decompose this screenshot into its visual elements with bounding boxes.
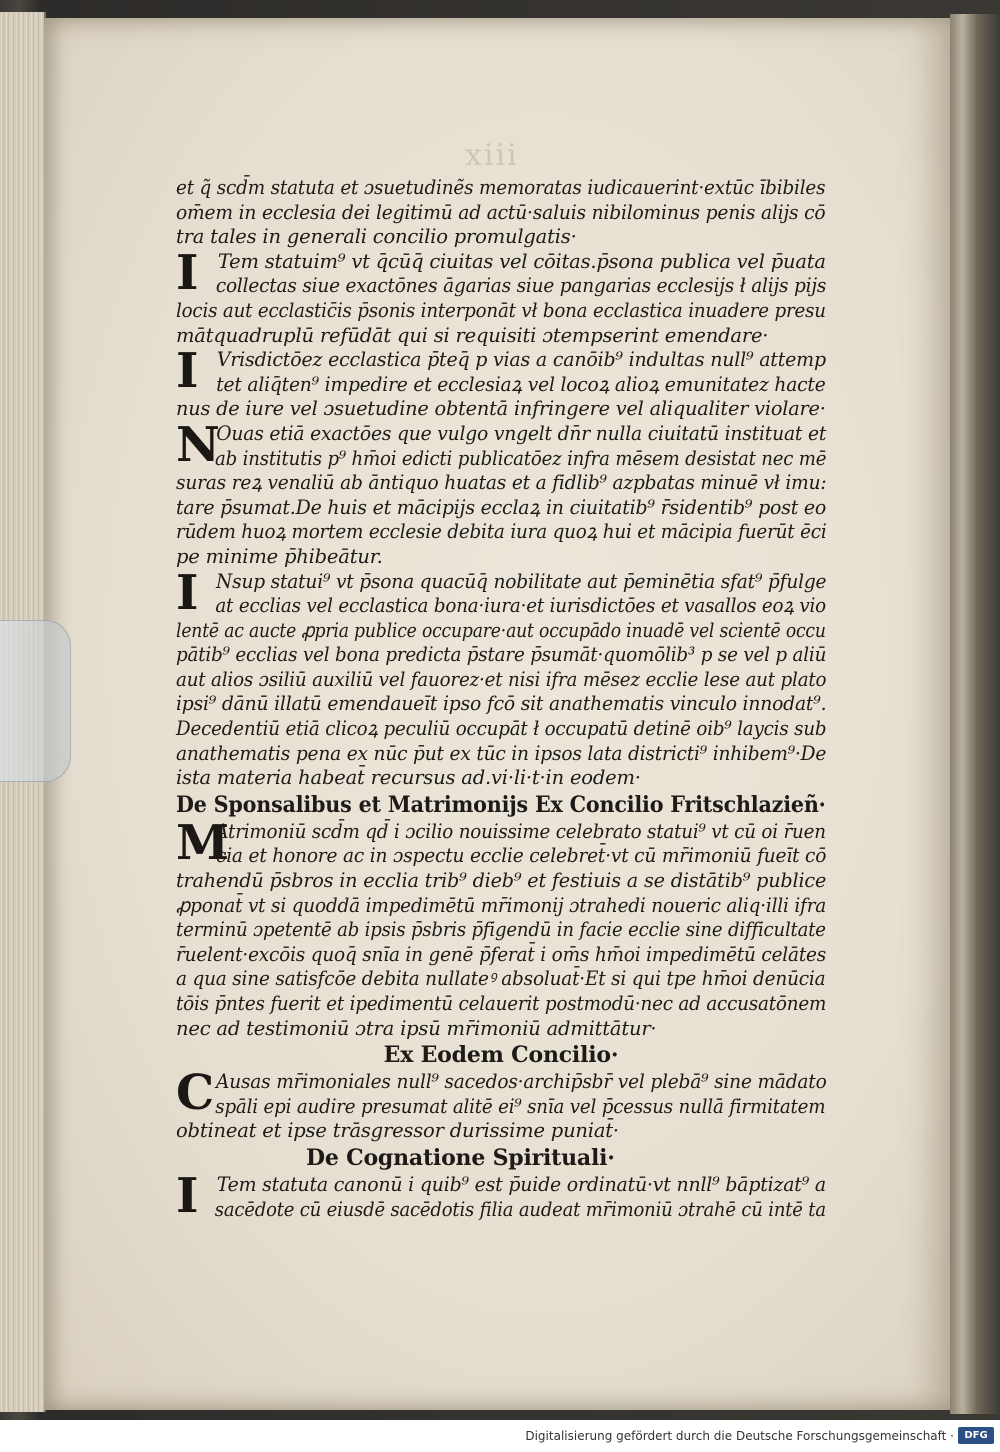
initial-letter: I — [176, 244, 199, 301]
paragraph-opening — [176, 176, 826, 250]
text-line: pātib⁹ ecclias vel bona predicta p̄stare p̄sumāt·quomōlib³ p se vel p aliū — [176, 643, 827, 667]
text-line: mātquadruplū refūdāt qui si requisiti ɔtempserint emendare· — [176, 323, 769, 347]
initial-letter: I — [176, 1167, 199, 1224]
paragraph-statuta-canonum — [176, 1167, 826, 1224]
text-line: obtineat et ipse trāsgressor durissime puniat̄· — [176, 1119, 619, 1143]
text-line: aut alios ɔsiliū auxiliū vel fauorez·et nisi ifra mēsez ecclie lese aut plato — [176, 667, 827, 691]
text-line: Tem statuim⁹ vt q̄cūq̄ ciuitas vel cōitas.p̄sona publica vel p̄uata — [217, 249, 826, 273]
paragraph-causas — [176, 1065, 827, 1144]
dfg-logo: DFG — [958, 1427, 994, 1444]
folio-mark: xiii — [465, 138, 519, 173]
text-line: nec ad testimoniū ɔtra ipsū mr̄imoniū admittātur· — [176, 1016, 657, 1040]
text-block — [176, 176, 826, 1222]
text-line: tōis p̄ntes fuerit et ipedimentū celauerit postmodū·nec ad accusatōnem — [176, 992, 827, 1015]
text-line: cia et honore ac in ɔspectu ecclie celebret̄·vt cū mr̄imoniū fueīt cō — [215, 844, 827, 868]
text-line: om̄em in ecclesia dei legitimū ad actū·saluis nibilominus penis alijs cō — [176, 200, 826, 224]
text-line: tra tales in generali concilio promulgatis· — [176, 225, 577, 249]
text-line: ab institutis p⁹ hm̄oi edicti publicatōez infra mēsem desistat nec mē — [215, 446, 827, 470]
text-line: suras reꝝ venaliū ab āntiquo huatas et a fidlib⁹ azpbatas minuē vł imu: — [176, 471, 827, 495]
text-line: Ausas mr̄imoniales null⁹ sacedos·archip̄sbr̄ vel plebā⁹ sine mādato — [215, 1070, 827, 1094]
footer-credit: Digitalisierung gefördert durch die Deutsche Forschungsgemeinschaft · — [525, 1429, 954, 1443]
text-line: rūdem huoꝝ mortem ecclesie debita iura quoꝝ hui et mācipia fuerūt ēci — [176, 520, 827, 544]
initial-letter: C — [176, 1065, 215, 1122]
text-line: et q̃ scd̄m statuta et ɔsuetudinẽs memoratas iudicauerint·extūc ībibiles — [176, 176, 826, 199]
right-binding-edge — [950, 14, 1000, 1414]
text-line: locis aut ecclastic̄is p̄sonis interponāt vł bona ecclastica inuadere presu — [176, 298, 826, 322]
text-line: collectas siue exactōnes āgarias siue pangarias ecclesijs ł alijs pijs — [215, 274, 827, 298]
initial-letter: I — [176, 564, 199, 621]
paragraph-iurisdictionem — [176, 343, 826, 422]
text-line: Ouas etiā exactōes que vulgo vngelt dn̄r nulla ciuitatū instituat et — [216, 421, 827, 445]
paragraph-matrimonium — [176, 814, 827, 1041]
text-line: ista materia habeat̄ recursus ad.vi·li·t·in eodem· — [176, 766, 641, 790]
text-line: ipsi⁹ dānū illatū emendaueīt ipso fcō sit anathematis vinculo innodat⁹. — [176, 692, 827, 716]
text-line: r̄uelent·excōis quoq̄ snīa in genē p̄ferat̄ i om̄s hm̄oi impedimētū celātes — [176, 942, 827, 966]
text-line: tare p̄sumat.De huis et mācipijs ecclaꝝ in ciuitatib⁹ r̄sidentib⁹ post eo — [176, 495, 827, 519]
initial-letter: N — [176, 416, 220, 473]
text-line: tet aliq̄ten⁹ impedire et ecclesiaꝝ vel locoꝝ alioꝝ emunitatez hacte — [216, 372, 826, 396]
text-line: Atrimoniū scd̄m qd̄ i ɔcilio nouissime celebrato statui⁹ vt cū oi r̄uen — [215, 819, 826, 843]
paragraph-item-statuimus — [176, 244, 827, 348]
text-line: pe minime p̄hibeātur. — [176, 544, 383, 568]
text-line: Nsup statui⁹ vt p̄sona quacūq̄ nobilitate aut p̄eminētia sfat⁹ p̄fulge — [216, 569, 827, 593]
paragraph-insuper — [176, 564, 827, 791]
text-line: trahendū p̄sbros in ecclia trib⁹ dieb⁹ et festiuis a se distātib⁹ publice — [176, 869, 827, 893]
text-line: nus de iure vel ɔsuetudine obtentā infringere vel aliqualiter violare· — [176, 397, 826, 421]
text-line: Vrisdictōez ecclastica p̄teq̄ p vias a canōib⁹ indultas null⁹ attemp — [216, 348, 826, 372]
section-heading-sponsalibus: De Sponsalibus et Matrimonijs Ex Concilio Fritschlazieñ· — [176, 791, 826, 818]
initial-letter: M — [176, 814, 229, 871]
footer-bar — [0, 1420, 1000, 1452]
text-line: Decedentiū etiā clicoꝝ peculiū occupāt ł occupatū detinē oib⁹ laycis sub — [176, 717, 827, 741]
text-line: spāli epi audire presumat alitē ei⁹ snīa vel p̄cessus nullā firmitatem — [215, 1094, 826, 1118]
text-line: ꝓponat̄ vt si quoddā impedimētū mr̄imonij ɔtrahedi noueric aliq·illi ifra — [176, 893, 827, 917]
paragraph-novas — [176, 416, 827, 570]
text-line: Tem statuta canonū i quib⁹ est p̄uide ordinatū·vt nnll⁹ bāptizat⁹ a — [216, 1172, 826, 1196]
text-line: sacēdote cū eiusdē sacēdotis filia audeat mr̄imoniū ɔtrahē cū intē ta — [214, 1197, 826, 1221]
text-line: terminū ɔpetentē ab ipsis p̄sbris p̄figendū in facie ecclie sine difficultate — [176, 918, 826, 942]
section-heading-cognatione: De Cognatione Spirituali· — [306, 1144, 615, 1171]
text-line: a qua sine satisfcōe debita nullateꝰ absoluat̄·Et si qui tpe hm̄oi denūcia — [176, 967, 826, 991]
text-line: anathematis pena ex nūc p̄ut ex tūc in ipsos lata districti⁹ inhibem⁹·De — [176, 741, 827, 765]
text-line: at ecclias vel ecclastica bona·iura·et iurisdictōes et vasallos eoꝝ vio — [215, 594, 826, 618]
page-clip — [0, 620, 71, 782]
initial-letter: I — [176, 343, 199, 400]
text-line: lentē ac aucte ꝓpria publice occupare·aut occupādo inuadē vel scientē occu — [176, 618, 826, 642]
section-heading-eodem: Ex Eodem Concilio· — [383, 1042, 619, 1069]
